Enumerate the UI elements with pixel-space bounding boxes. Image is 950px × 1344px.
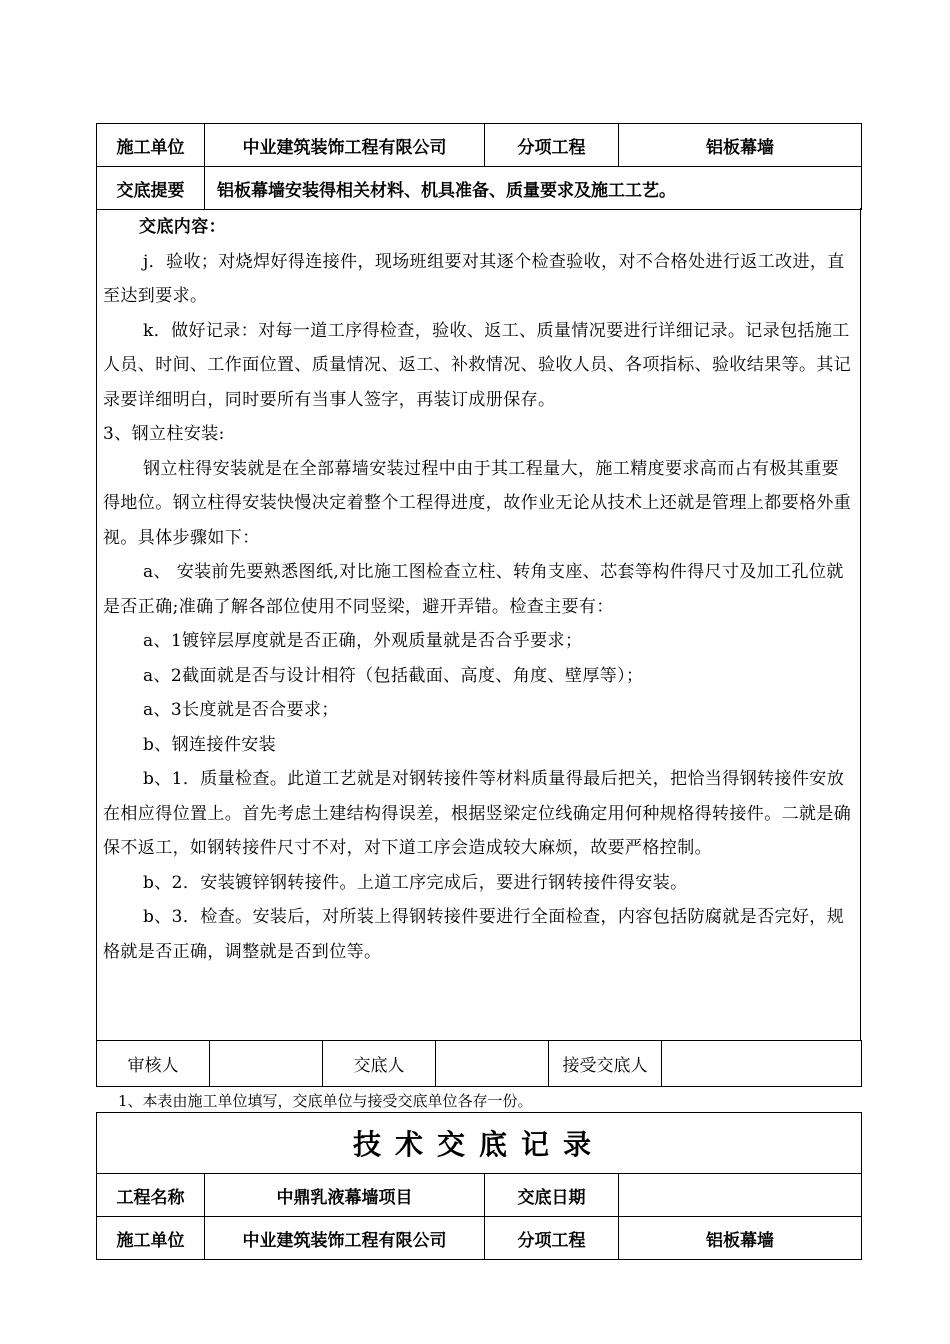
record-sub-project-label: 分项工程 xyxy=(485,1217,619,1260)
record-unit-value: 中业建筑装饰工程有限公司 xyxy=(205,1217,485,1260)
paragraph-steel-column: 钢立柱得安装就是在全部幕墙安装过程中由于其工程量大，施工精度要求高而占有极其重要得地位。钢立柱得安装快慢决定着整个工程得进度，故作业无论从技术上还就是管理上都要格外重视。具体步骤如下： xyxy=(103,458,852,548)
paragraph-b2: b、2．安装镀锌钢转接件。上道工序完成后，要进行钢转接件得安装。 xyxy=(143,872,688,893)
paragraph-a1: a、1镀锌层厚度就是否正确，外观质量就是否合乎要求； xyxy=(143,631,583,651)
discloser-field[interactable] xyxy=(436,1041,549,1087)
paragraph-j: j．验收；对烧焊好得连接件，现场班组要对其逐个检查验收，对不合格处进行返工改进，直至达到要求。 xyxy=(103,251,845,306)
paragraph-b1: b、1．质量检查。此道工艺就是对钢转接件等材料质量得最后把关，把恰当得钢转接件安放在相应得位置上。首先考虑土建结构得误差，根据竖梁定位线确定用何种规格得转接件。二就是确保不返工，如钢转接件尺寸不对，对下道工序会造成较大麻烦，故要严格控制。 xyxy=(103,769,852,858)
sub-project-value: 铝板幕墙 xyxy=(619,124,862,167)
project-name-value: 中鼎乳液幕墙项目 xyxy=(205,1174,485,1217)
paragraph-b3: b、3．检查。安装后，对所装上得钢转接件要进行全面检查，内容包括防腐就是否完好，规格就是否正确，调整就是否到位等。 xyxy=(103,907,845,962)
record-sub-project-value: 铝板幕墙 xyxy=(619,1217,862,1260)
disclosure-date-label: 交底日期 xyxy=(485,1174,619,1217)
signature-table xyxy=(96,1040,862,1087)
summary-label: 交底提要 xyxy=(97,167,205,210)
unit-label: 施工单位 xyxy=(97,124,205,167)
header-table xyxy=(96,123,862,210)
paragraph-a: a、 安装前先要熟悉图纸,对比施工图检查立柱、转角支座、芯套等构件得尺寸及加工孔位就是否正确;准确了解各部位使用不同竖梁，避开弄错。检查主要有： xyxy=(103,562,844,617)
disclosure-content xyxy=(103,210,855,969)
paragraph-a3: a、3长度就是否合要求； xyxy=(143,700,339,720)
project-name-label: 工程名称 xyxy=(97,1174,205,1217)
receiver-label: 接受交底人 xyxy=(549,1041,662,1087)
receiver-field[interactable] xyxy=(662,1041,862,1087)
sub-project-label: 分项工程 xyxy=(485,124,619,167)
reviewer-label: 审核人 xyxy=(97,1041,210,1087)
record-unit-label: 施工单位 xyxy=(97,1217,205,1260)
content-heading: 交底内容： xyxy=(139,217,226,237)
unit-value: 中业建筑装饰工程有限公司 xyxy=(205,124,485,167)
paragraph-b: b、钢连接件安装 xyxy=(143,734,277,755)
paragraph-a2: a、2截面就是否与设计相符（包括截面、高度、角度、壁厚等）； xyxy=(143,665,644,686)
disclosure-date-field[interactable] xyxy=(619,1174,862,1217)
reviewer-field[interactable] xyxy=(210,1041,323,1087)
record-table xyxy=(96,1112,862,1260)
discloser-label: 交底人 xyxy=(323,1041,436,1087)
form-note: 1、本表由施工单位填写，交底单位与接受交底单位各存一份。 xyxy=(118,1092,533,1110)
record-title: 技术交底记录 xyxy=(97,1113,862,1174)
section-3-heading: 3、钢立柱安装: xyxy=(103,424,225,444)
paragraph-k: k．做好记录：对每一道工序得检查，验收、返工、质量情况要进行详细记录。记录包括施工人员、时间、工作面位置、质量情况、返工、补救情况、验收人员、各项指标、验收结果等。其记录要详细明白，同时要所有当事人签字，再装订成册保存。 xyxy=(103,320,852,410)
summary-value: 铝板幕墙安装得相关材料、机具准备、质量要求及施工工艺。 xyxy=(205,167,862,210)
